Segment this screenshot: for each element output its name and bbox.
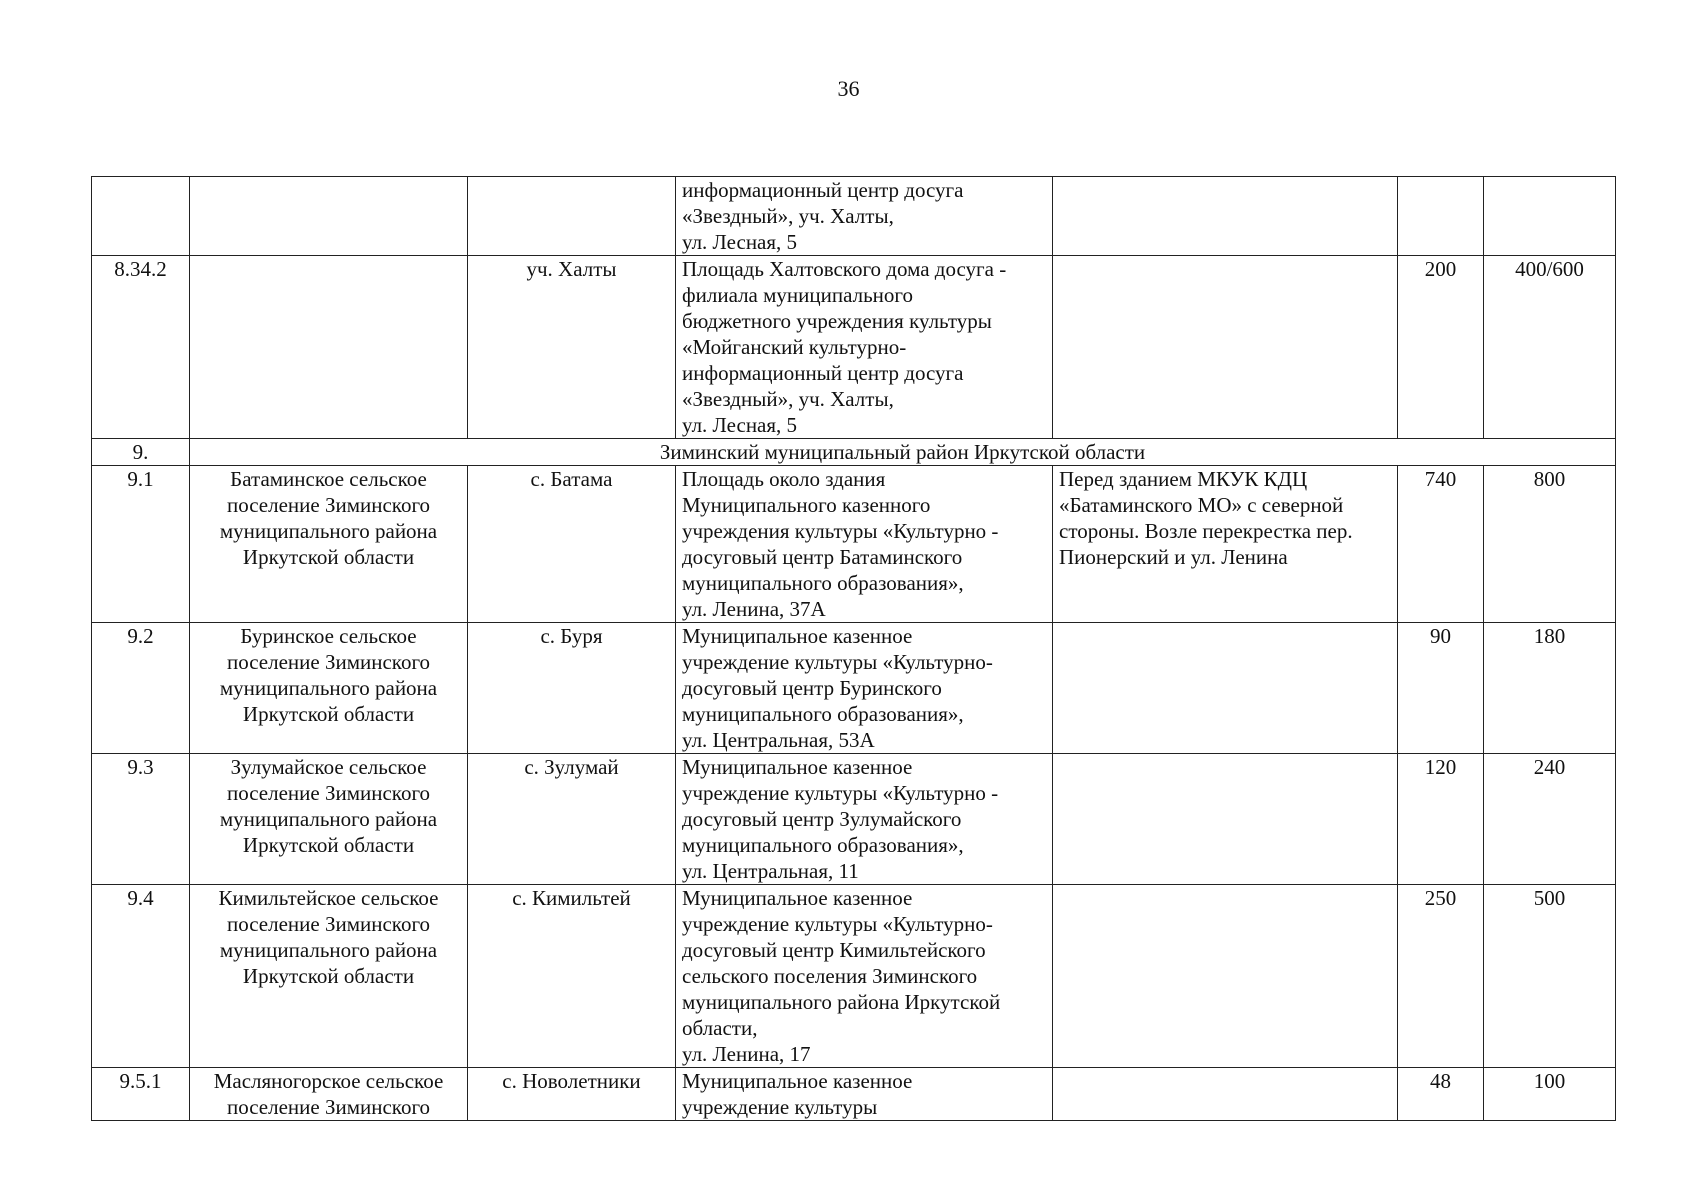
locality-cell (468, 177, 676, 256)
settlement-line: Зулумайское сельское (230, 755, 427, 779)
note-line: стороны. Возле перекрестка пер. (1059, 519, 1353, 543)
settlement-line: Иркутской области (242, 964, 415, 988)
section-row (92, 439, 1616, 466)
place-line: Муниципальное казенное (682, 886, 913, 910)
place-cell (676, 754, 1053, 885)
place-line: Площадь Халтовского дома досуга - (682, 257, 1007, 281)
place-line: учреждения культуры «Культурно - (682, 519, 999, 543)
place-line: учреждение культуры (682, 1095, 878, 1119)
settlement-line: Иркутской области (242, 702, 415, 726)
note-cell (1053, 623, 1398, 754)
locality-cell: с. Кимильтей (468, 885, 676, 1068)
place-line: информационный центр досуга (682, 178, 964, 202)
place-line: ул. Лесная, 5 (682, 413, 798, 437)
max-value: 400/600 (1484, 256, 1616, 439)
place-line: области, (682, 1016, 758, 1040)
sites-table (91, 176, 1616, 1121)
place-line: ул. Центральная, 11 (682, 859, 859, 883)
row-number: 9.3 (92, 754, 190, 885)
row-number: 9.4 (92, 885, 190, 1068)
place-line: учреждение культуры «Культурно- (682, 650, 993, 674)
table-row (92, 177, 1616, 256)
note-cell (1053, 754, 1398, 885)
settlement-cell (190, 177, 468, 256)
table-row (92, 754, 1616, 885)
place-line: «Звездный», уч. Халты, (682, 387, 894, 411)
settlement-line: Иркутской области (242, 545, 415, 569)
max-value: 500 (1484, 885, 1616, 1068)
note-line: Перед зданием МКУК КДЦ (1059, 467, 1308, 491)
max-value: 180 (1484, 623, 1616, 754)
place-line: Муниципальное казенное (682, 755, 913, 779)
max-value: 240 (1484, 754, 1616, 885)
settlement-line: муниципального района (219, 807, 438, 831)
locality-cell: с. Зулумай (468, 754, 676, 885)
table-row (92, 885, 1616, 1068)
place-line: муниципального образования», (682, 702, 964, 726)
place-line: «Мойганский культурно- (682, 335, 907, 359)
note-line: «Батаминского МО» с северной (1059, 493, 1344, 517)
row-number: 9. (92, 439, 190, 466)
place-line: досуговый центр Кимильтейского (682, 938, 986, 962)
capacity-value (1398, 177, 1484, 256)
settlement-line: поселение Зиминского (226, 650, 431, 674)
settlement-cell (190, 885, 468, 1068)
settlement-line: Иркутской области (242, 833, 415, 857)
settlement-cell (190, 1068, 468, 1121)
row-number: 9.5.1 (92, 1068, 190, 1121)
capacity-value: 200 (1398, 256, 1484, 439)
capacity-value: 48 (1398, 1068, 1484, 1121)
place-cell (676, 623, 1053, 754)
note-cell (1053, 256, 1398, 439)
place-line: Муниципальное казенное (682, 624, 913, 648)
place-line: досуговый центр Батаминского (682, 545, 963, 569)
place-line: Муниципальное казенное (682, 1069, 913, 1093)
row-number: 8.34.2 (92, 256, 190, 439)
table-row (92, 256, 1616, 439)
place-line: ул. Ленина, 17 (682, 1042, 811, 1066)
page-number: 36 (837, 76, 860, 101)
table-row (92, 1068, 1616, 1121)
note-cell (1053, 1068, 1398, 1121)
note-cell (1053, 885, 1398, 1068)
place-line: ул. Лесная, 5 (682, 230, 798, 254)
table-row (92, 623, 1616, 754)
place-line: учреждение культуры «Культурно- (682, 912, 993, 936)
capacity-value: 250 (1398, 885, 1484, 1068)
place-cell (676, 177, 1053, 256)
settlement-line: Масляногорское сельское (213, 1069, 444, 1093)
place-line: Муниципального казенного (682, 493, 931, 517)
locality-cell: с. Новолетники (468, 1068, 676, 1121)
settlement-line: муниципального района (219, 676, 438, 700)
settlement-line: Буринское сельское (240, 624, 417, 648)
row-number: 9.1 (92, 466, 190, 623)
settlement-line: поселение Зиминского (226, 1095, 431, 1119)
settlement-line: поселение Зиминского (226, 493, 431, 517)
max-value: 800 (1484, 466, 1616, 623)
note-cell (1053, 177, 1398, 256)
place-line: досуговый центр Буринского (682, 676, 942, 700)
note-line: Пионерский и ул. Ленина (1059, 545, 1288, 569)
place-line: учреждение культуры «Культурно - (682, 781, 999, 805)
table-row (92, 466, 1616, 623)
settlement-cell (190, 256, 468, 439)
note-cell (1053, 466, 1398, 623)
section-title: Зиминский муниципальный район Иркутской области (190, 439, 1616, 466)
settlement-line: муниципального района (219, 938, 438, 962)
place-cell (676, 1068, 1053, 1121)
settlement-cell (190, 754, 468, 885)
place-line: муниципального образования», (682, 571, 964, 595)
place-line: филиала муниципального (682, 283, 913, 307)
capacity-value: 740 (1398, 466, 1484, 623)
max-value: 100 (1484, 1068, 1616, 1121)
settlement-line: муниципального района (219, 519, 438, 543)
settlement-line: Кимильтейское сельское (218, 886, 439, 910)
place-line: «Звездный», уч. Халты, (682, 204, 894, 228)
place-line: досуговый центр Зулумайского (682, 807, 962, 831)
locality-cell: с. Буря (468, 623, 676, 754)
capacity-value: 120 (1398, 754, 1484, 885)
place-line: информационный центр досуга (682, 361, 964, 385)
place-line: сельского поселения Зиминского (682, 964, 978, 988)
locality-cell: уч. Халты (468, 256, 676, 439)
settlement-line: Батаминское сельское (230, 467, 427, 491)
settlement-cell (190, 623, 468, 754)
place-cell (676, 466, 1053, 623)
row-number: 9.2 (92, 623, 190, 754)
place-line: ул. Ленина, 37А (682, 597, 826, 621)
place-cell (676, 885, 1053, 1068)
place-line: муниципального образования», (682, 833, 964, 857)
settlement-cell (190, 466, 468, 623)
settlement-line: поселение Зиминского (226, 912, 431, 936)
max-value (1484, 177, 1616, 256)
place-line: Площадь около здания (682, 467, 886, 491)
row-number (92, 177, 190, 256)
capacity-value: 90 (1398, 623, 1484, 754)
locality-cell: с. Батама (468, 466, 676, 623)
place-line: ул. Центральная, 53А (682, 728, 875, 752)
place-line: муниципального района Иркутской (682, 990, 1001, 1014)
place-cell (676, 256, 1053, 439)
place-line: бюджетного учреждения культуры (682, 309, 992, 333)
settlement-line: поселение Зиминского (226, 781, 431, 805)
